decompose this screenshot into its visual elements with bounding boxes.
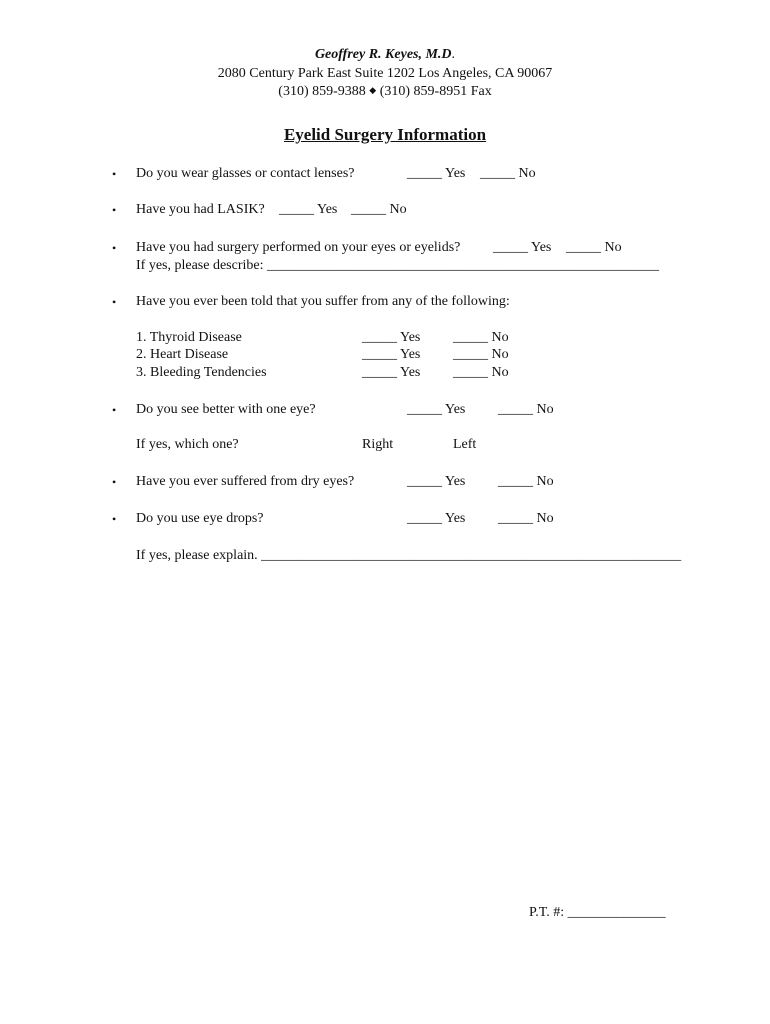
bullet-icon: • bbox=[112, 403, 117, 417]
condition-no-field[interactable]: _____ No bbox=[453, 365, 509, 380]
doctor-name-text: Geoffrey R. Keyes, M.D bbox=[314, 47, 452, 62]
condition-label: 2. Heart Disease bbox=[136, 347, 229, 362]
condition-label: 3. Bleeding Tendencies bbox=[136, 365, 267, 380]
q6-no-field[interactable]: _____ No bbox=[498, 474, 554, 489]
fax-number: (310) 859-8951 Fax bbox=[379, 84, 492, 99]
q2-no-field[interactable]: _____ No bbox=[351, 202, 407, 217]
q3-describe-field[interactable]: If yes, please describe: ________________________________________________________ bbox=[136, 258, 659, 273]
q7-yes-field[interactable]: _____ Yes bbox=[407, 511, 466, 526]
condition-yes-field[interactable]: _____ Yes bbox=[362, 330, 421, 345]
patient-number-field[interactable]: P.T. #: ______________ bbox=[529, 905, 666, 920]
q7-text: Do you use eye drops? bbox=[136, 511, 264, 526]
doctor-name bbox=[0, 46, 770, 64]
q5-right-option[interactable]: Right bbox=[362, 437, 394, 452]
condition-yes-field[interactable]: _____ Yes bbox=[362, 347, 421, 362]
practice-address: 2080 Century Park East Suite 1202 Los Angeles, CA 90067 bbox=[217, 66, 553, 81]
q1-text: Do you wear glasses or contact lenses? bbox=[136, 166, 355, 181]
q1-yes-field[interactable]: _____ Yes bbox=[407, 166, 466, 181]
q7-no-field[interactable]: _____ No bbox=[498, 511, 554, 526]
bullet-icon: • bbox=[112, 241, 117, 255]
q5-no-field[interactable]: _____ No bbox=[498, 402, 554, 417]
q5-yes-field[interactable]: _____ Yes bbox=[407, 402, 466, 417]
q6-yes-field[interactable]: _____ Yes bbox=[407, 474, 466, 489]
condition-yes-field[interactable]: _____ Yes bbox=[362, 365, 421, 380]
q7-explain-field[interactable]: If yes, please explain. ____________________________________________________________ bbox=[136, 548, 682, 563]
diamond-separator-icon: ◆ bbox=[369, 85, 377, 95]
q3-text: Have you had surgery performed on your eyes or eyelids? bbox=[136, 240, 461, 255]
phone-number: (310) 859-9388 bbox=[278, 84, 366, 99]
q6-text: Have you ever suffered from dry eyes? bbox=[136, 474, 355, 489]
q3-yes-field[interactable]: _____ Yes bbox=[493, 240, 552, 255]
q2-yes-field[interactable]: _____ Yes bbox=[279, 202, 338, 217]
practice-phone-line bbox=[0, 83, 770, 101]
doctor-name-period: . bbox=[451, 47, 456, 62]
q5-followup-text: If yes, which one? bbox=[136, 437, 239, 452]
bullet-icon: • bbox=[112, 512, 117, 526]
condition-no-field[interactable]: _____ No bbox=[453, 330, 509, 345]
q5-left-option[interactable]: Left bbox=[453, 437, 477, 452]
q2-text: Have you had LASIK? bbox=[136, 202, 265, 217]
bullet-icon: • bbox=[112, 295, 117, 309]
page-title: Eyelid Surgery Information bbox=[283, 125, 487, 144]
condition-label: 1. Thyroid Disease bbox=[136, 330, 242, 345]
bullet-icon: • bbox=[112, 203, 117, 217]
q1-no-field[interactable]: _____ No bbox=[480, 166, 536, 181]
bullet-icon: • bbox=[112, 475, 117, 489]
q5-text: Do you see better with one eye? bbox=[136, 402, 316, 417]
q3-no-field[interactable]: _____ No bbox=[566, 240, 622, 255]
bullet-icon: • bbox=[112, 167, 117, 181]
q4-text: Have you ever been told that you suffer from any of the following: bbox=[136, 294, 510, 309]
condition-no-field[interactable]: _____ No bbox=[453, 347, 509, 362]
